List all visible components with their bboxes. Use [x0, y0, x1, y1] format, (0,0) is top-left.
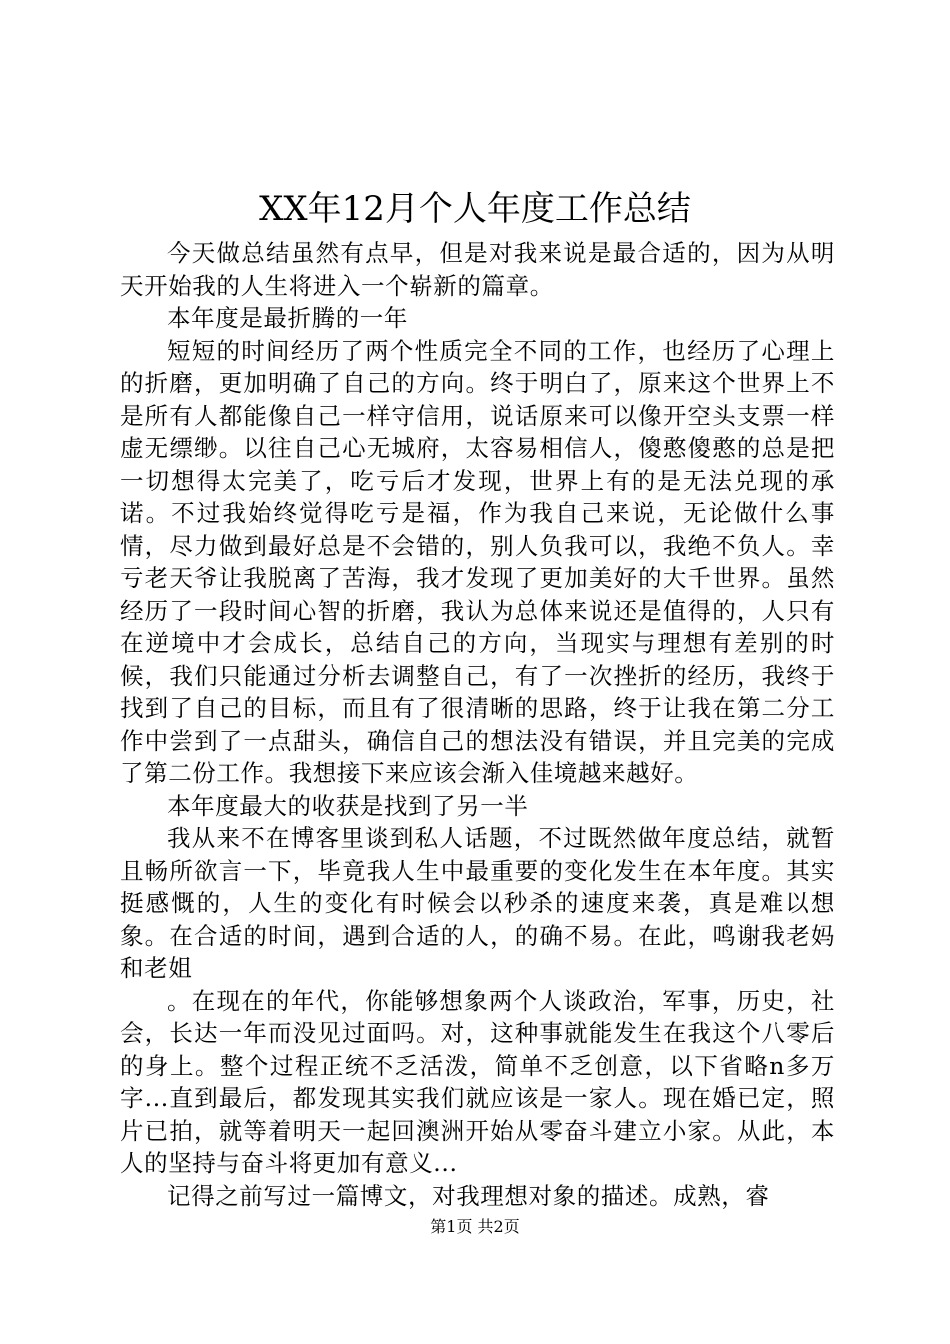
paragraph-personal-change: 我从来不在博客里谈到私人话题，不过既然做年度总结，就暂且畅所欲言一下，毕竟我人生中最重要的变化发生在本年度。其实挺感慨的，人生的变化有时候会以秒杀的速度来袭，真是难以想象。在合适的时间，遇到合适的人，的确不易。在此，鸣谢我老妈和老姐: [120, 824, 835, 982]
paragraph-story: 。在现在的年代，你能够想象两个人谈政治，军事，历史，社会，长达一年而没见过面吗。对，这种事就能发生在我这个八零后的身上。整个过程正统不乏活泼，简单不乏创意，以下省略n多万字...直到最后，都发现其实我们就应该是一家人。现在婚已定，照片已拍，就等着明天一起回澳洲开始从零奋斗建立小家。从此，本人的坚持与奋斗将更加有意义...: [120, 986, 835, 1177]
paragraph-intro: 今天做总结虽然有点早，但是对我来说是最合适的，因为从明天开始我的人生将进入一个崭新的篇章。: [120, 239, 835, 300]
document-title: XX年12月个人年度工作总结: [259, 189, 691, 229]
document-body: [120, 237, 835, 1212]
section-heading-busiest-year: 本年度是最折腾的一年: [167, 304, 408, 332]
page-footer: 第1页 共2页: [430, 1217, 520, 1236]
paragraph-ideal-partner: 记得之前写过一篇博文，对我理想对象的描述。成熟，睿: [167, 1181, 770, 1210]
paragraph-work-experience: 短短的时间经历了两个性质完全不同的工作，也经历了心理上的折磨，更加明确了自己的方向。终于明白了，原来这个世界上不是所有人都能像自己一样守信用，说话原来可以像开空头支票一样虚无缥缈。以往自己心无城府，太容易相信人，傻憨傻憨的总是把一切想得太完美了，吃亏后才发现，世界上有的是无法兑现的承诺。不过我始终觉得吃亏是福，作为我自己来说，无论做什么事情，尽力做到最好总是不会错的，别人负我可以，我绝不负人。幸亏老天爷让我脱离了苦海，我才发现了更加美好的大千世界。虽然经历了一段时间心智的折磨，我认为总体来说还是值得的，人只有在逆境中才会成长，总结自己的方向，当现实与理想有差别的时候，我们只能通过分析去调整自己，有了一次挫折的经历，我终于找到了自己的目标，而且有了很清晰的思路，终于让我在第二分工作中尝到了一点甜头，确信自己的想法没有错误，并且完美的完成了第二份工作。我想接下来应该会渐入佳境越来越好。: [120, 336, 835, 787]
section-heading-other-half: 本年度最大的收获是找到了另一半: [167, 791, 529, 820]
